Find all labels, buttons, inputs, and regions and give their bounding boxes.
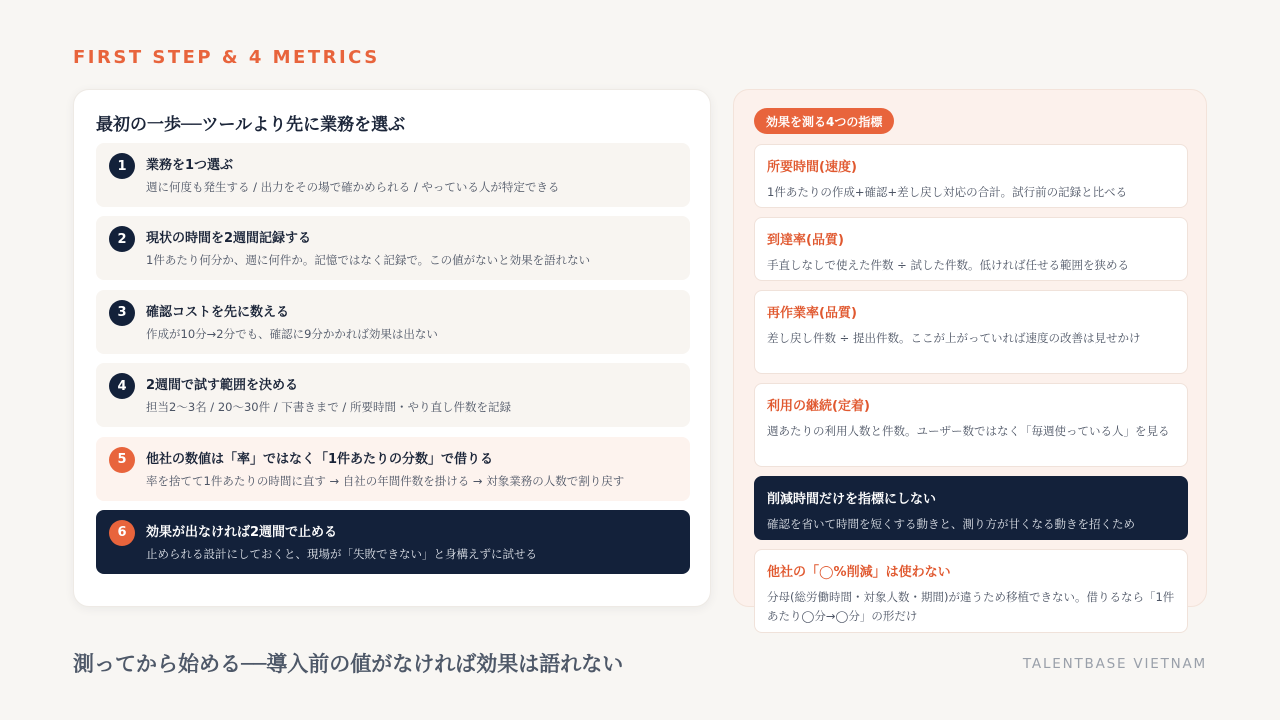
metric-title: 所要時間(速度)	[767, 160, 857, 175]
step-number-badge: 5	[109, 447, 135, 473]
metric-title: 利用の継続(定着)	[767, 399, 870, 414]
metric-list	[754, 144, 1188, 633]
metrics-badge: 効果を測る4つの指標	[754, 108, 894, 134]
step-list	[96, 143, 690, 583]
step-number-badge: 2	[109, 226, 135, 252]
step-title: 2週間で試す範囲を決める	[146, 378, 299, 394]
first-step-card	[73, 89, 711, 607]
step-number-badge: 1	[109, 153, 135, 179]
metric-card-rework-rate	[754, 290, 1188, 374]
step-title: 他社の数値は「率」ではなく「1件あたりの分数」で借りる	[146, 451, 494, 467]
metric-card-reach-rate	[754, 217, 1188, 281]
step-description: 1件あたり何分か、週に何件か。記憶ではなく記録で。この値がないと効果を語れない	[146, 253, 591, 268]
step-item-6	[96, 510, 690, 574]
metric-card-time	[754, 144, 1188, 208]
step-title: 業務を1つ選ぶ	[146, 158, 234, 173]
footer-title: 測ってから始める──導入前の値がなければ効果は語れない	[73, 652, 624, 676]
step-number-badge: 3	[109, 300, 135, 326]
step-item-4	[96, 363, 690, 427]
metric-title: 削減時間だけを指標にしない	[767, 492, 937, 507]
step-title: 確認コストを先に数える	[146, 304, 290, 320]
step-description: 作成が10分→2分でも、確認に9分かかれば効果は出ない	[146, 326, 438, 341]
step-item-3	[96, 290, 690, 354]
step-number-badge: 6	[109, 520, 135, 546]
metric-description: 確認を省いて時間を短くする動きと、測り方が甘くなる動きを招くため	[767, 517, 1135, 531]
metric-description: 差し戻し件数 ÷ 提出件数。ここが上がっていれば速度の改善は見せかけ	[767, 331, 1141, 345]
step-item-5	[96, 437, 690, 501]
step-description: 止められる設計にしておくと、現場が「失敗できない」と身構えずに試せる	[146, 546, 537, 561]
brand-name: TALENTBASE VIETNAM	[1022, 656, 1207, 672]
metric-title: 再作業率(品質)	[767, 306, 857, 321]
first-step-title: 最初の一歩──ツールより先に業務を選ぶ	[96, 115, 406, 135]
warning-card-other-companies	[754, 549, 1188, 633]
step-description: 週に何度も発生する / 出力をその場で確かめられる / やっている人が特定できる	[146, 180, 560, 194]
metric-description: 1件あたりの作成+確認+差し戻し対応の合計。試行前の記録と比べる	[767, 185, 1128, 199]
metric-description: 分母(総労働時間・対象人数・期間)が違うため移植できない。借りるなら「1件あたり◯分→◯分」の形だけ	[767, 590, 1175, 623]
metrics-panel	[733, 89, 1207, 623]
step-number-badge: 4	[109, 373, 135, 399]
metric-title: 他社の「◯%削減」は使わない	[767, 565, 951, 580]
warning-card-reduced-time	[754, 476, 1188, 540]
step-description: 担当2〜3名 / 20〜30件 / 下書きまで / 所要時間・やり直し件数を記録	[146, 400, 511, 415]
step-title: 効果が出なければ2週間で止める	[146, 524, 338, 540]
step-item-2	[96, 216, 690, 280]
step-description: 率を捨てて1件あたりの時間に直す → 自社の年間件数を掛ける → 対象業務の人数で割り戻す	[146, 473, 625, 488]
metric-description: 手直しなしで使えた件数 ÷ 試した件数。低ければ任せる範囲を狭める	[767, 258, 1129, 272]
step-title: 現状の時間を2週間記録する	[146, 231, 312, 247]
metric-description: 週あたりの利用人数と件数。ユーザー数ではなく「毎週使っている人」を見る	[767, 424, 1170, 438]
metric-title: 到達率(品質)	[767, 233, 844, 248]
metric-card-retention	[754, 383, 1188, 467]
eyebrow-heading: FIRST STEP & 4 METRICS	[73, 47, 380, 68]
step-item-1	[96, 143, 690, 207]
